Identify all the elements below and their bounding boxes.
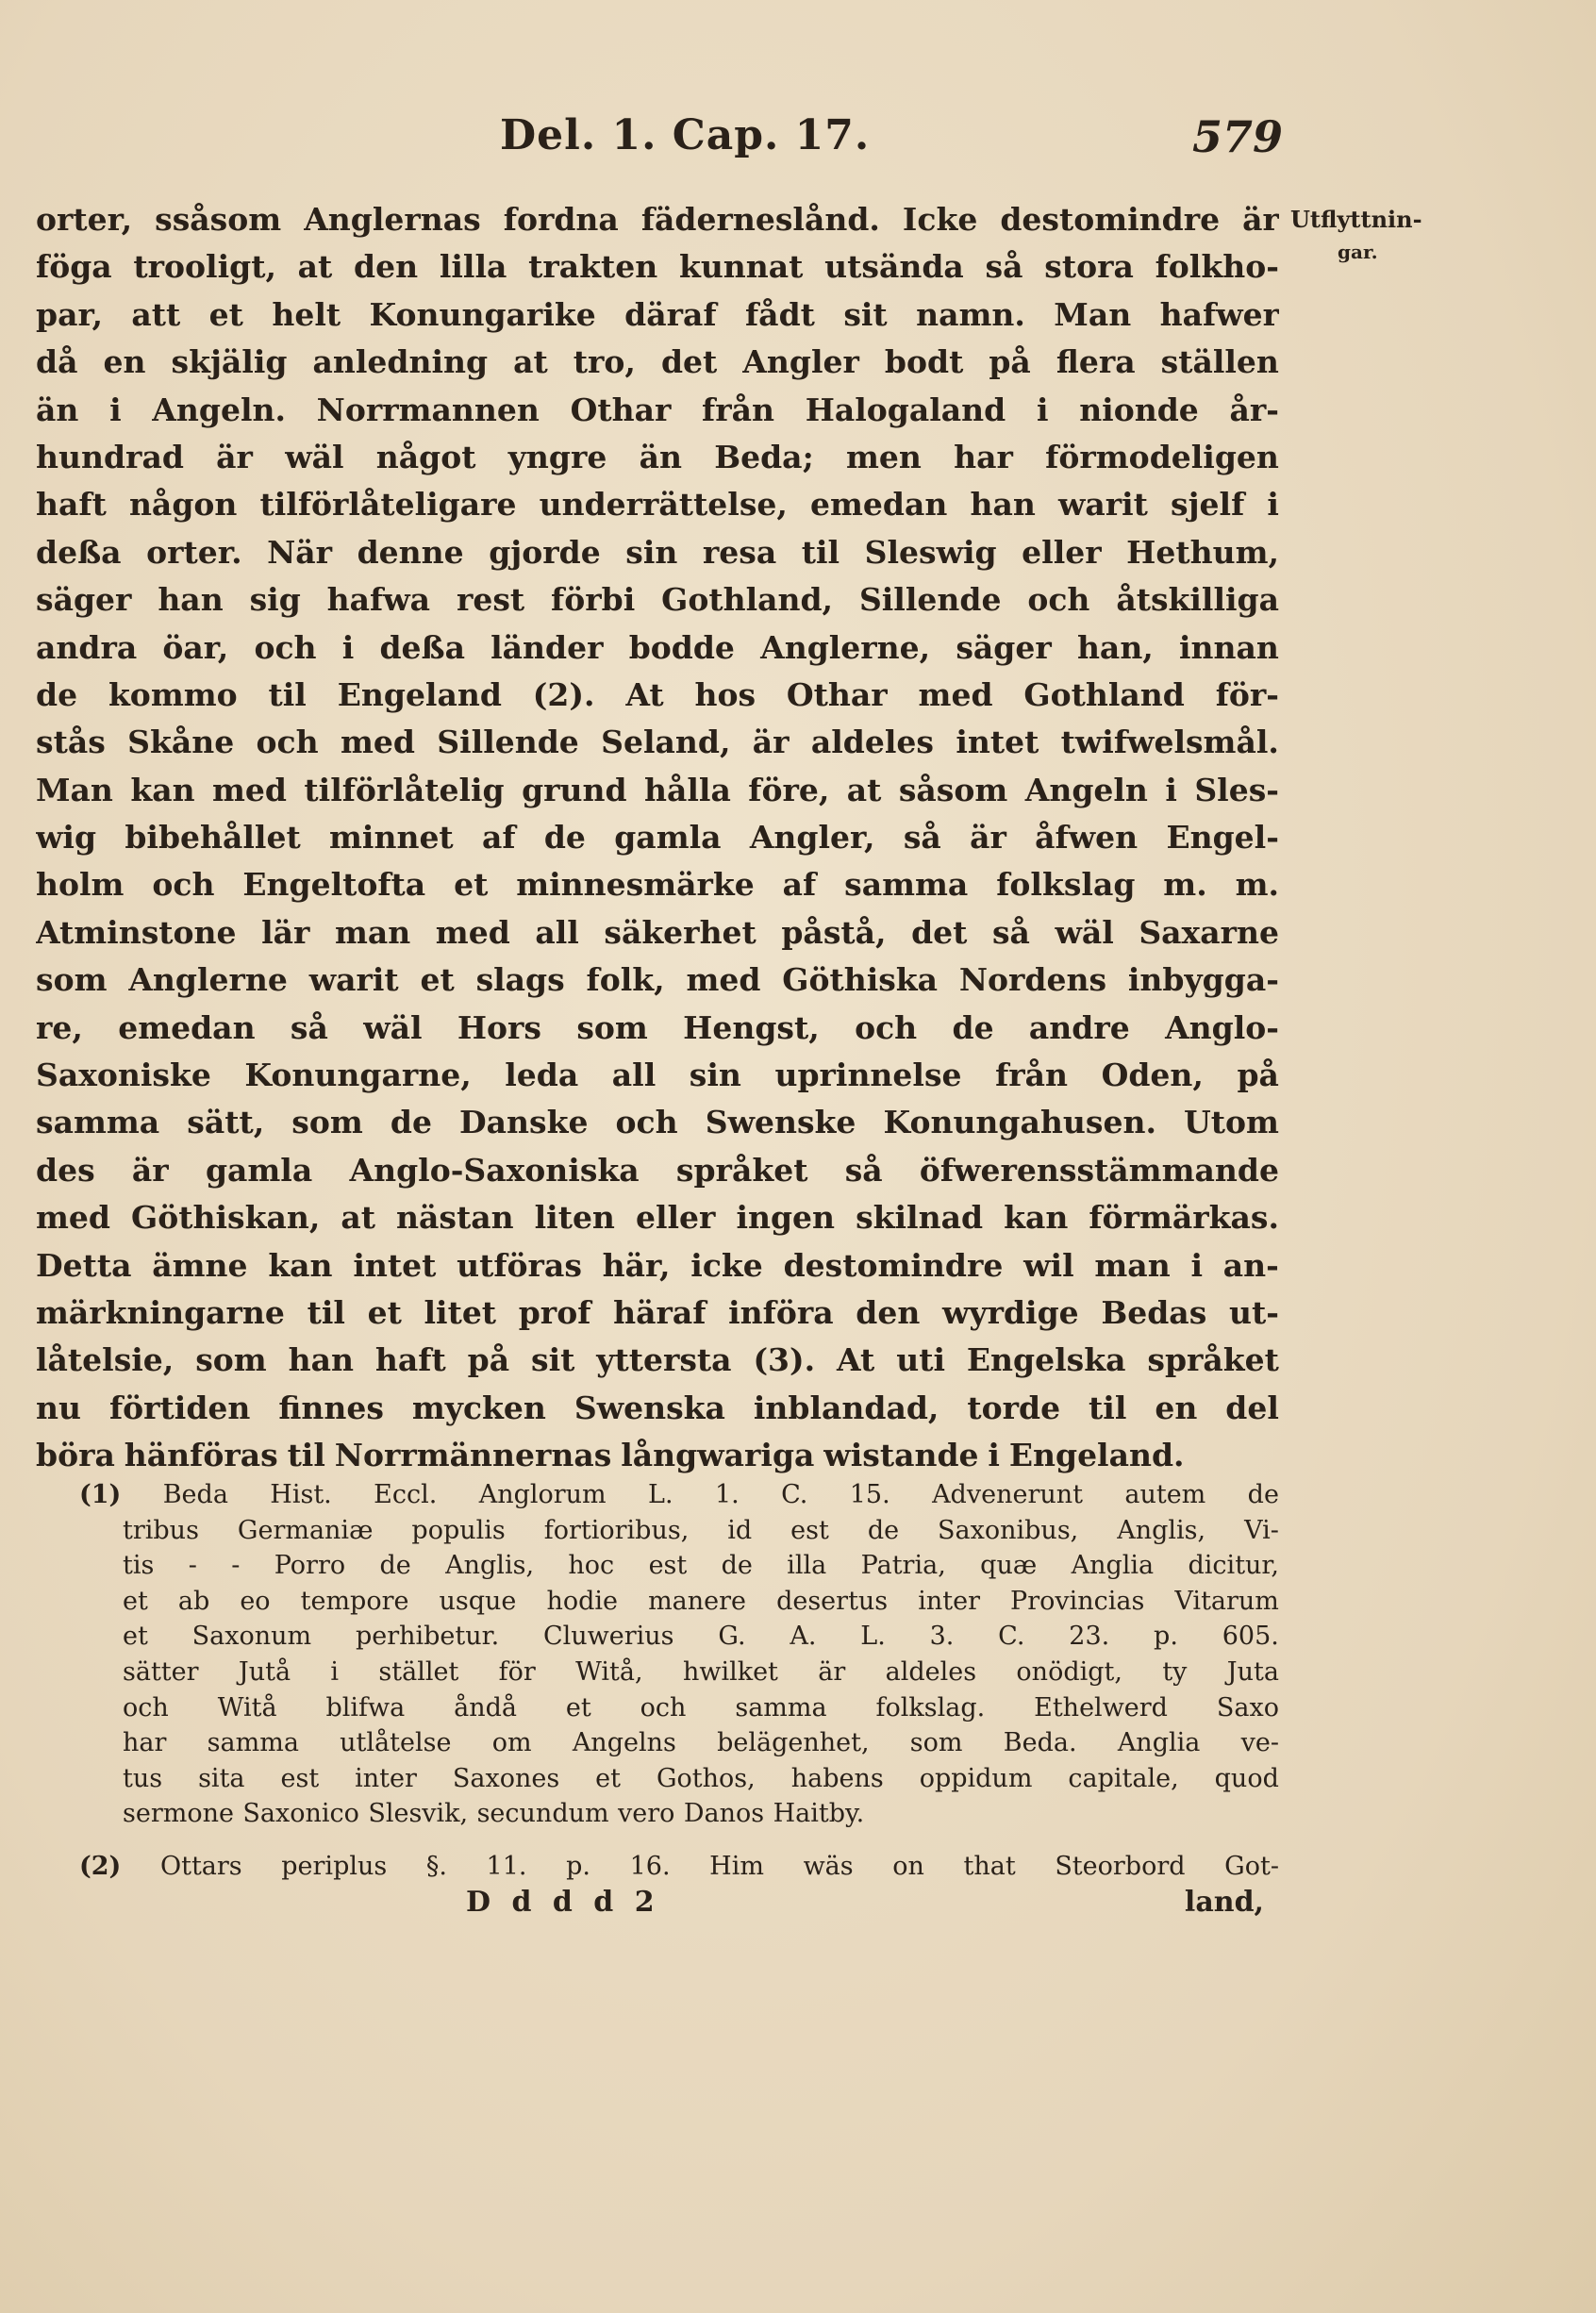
margin-note [1290,204,1441,268]
page-header [38,111,1283,168]
page-footer [79,1885,1279,1924]
text-line: nu förtiden finnes mycken Swenska inblandad, torde til en del [36,1389,1279,1426]
footnote-line: tribus Germaniæ populis fortioribus, id est de Saxonibus, Anglis, Vi- [123,1515,1279,1545]
text-line: samma sätt, som de Danske och Swenske Konungahusen. Utom [36,1104,1279,1141]
text-line: Detta ämne kan intet utföras här, icke destomindre wil man i an- [36,1246,1279,1284]
catchword: land, [1184,1885,1264,1919]
text-line: wig bibehållet minnet af de gamla Angler, så är åfwen Engel- [36,819,1279,857]
main-text [36,196,1279,1480]
text-line: böra hänföras til Norrmännernas långwariga wistande i Engeland. [36,1437,1185,1474]
text-line: än i Angeln. Norrmannen Othar från Halogaland i nionde år- [36,391,1279,428]
text-line: orter, ssåsom Anglernas fordna fäderneslånd. Icke destomindre är [36,201,1279,238]
margin-note-line: Utflyttnin- [1290,206,1422,233]
text-line: låtelsie, som han haft på sit yttersta (3). At uti Engelska språket [36,1341,1279,1379]
text-line: de kommo til Engeland (2). At hos Othar med Gothland för- [36,675,1279,713]
footnotes [79,1477,1279,1924]
text-line: andra öar, och i deßa länder bodde Anglerne, säger han, innan [36,628,1279,666]
text-line: re, emedan så wäl Hors som Hengst, och de andre Anglo- [36,1008,1279,1046]
text-line: föga trooligt, at den lilla trakten kunnat utsända så stora folkho- [36,248,1279,286]
text-line: par, att et helt Konungarike däraf fådt sit namn. Man hafwer [36,295,1279,333]
text-line: stås Skåne och med Sillende Seland, är aldeles intet twifwelsmål. [36,724,1279,761]
signature-mark: D d d d 2 [466,1885,660,1919]
running-head: Del. 1. Cap. 17. [500,111,871,159]
text-line: säger han sig hafwa rest förbi Gothland, Sillende och åtskilliga [36,581,1279,619]
text-line: des är gamla Anglo-Saxoniska språket så öfwerensstämmande [36,1151,1279,1189]
footnote-line: tus sita est inter Saxones et Gothos, habens oppidum capitale, quod [123,1763,1279,1793]
footnote-line: et Saxonum perhibetur. Cluwerius G. A. L. 3. C. 23. p. 605. [123,1622,1279,1652]
footnote-line: tis - - Porro de Anglis, hoc est de illa Patria, quæ Anglia dicitur, [123,1551,1279,1581]
text-line: Atminstone lär man med all säkerhet påstå, det så wäl Saxarne [36,913,1279,951]
text-line: holm och Engeltofta et minnesmärke af samma folkslag m. m. [36,866,1279,904]
footnote-line: (2) Ottars periplus §. 11. p. 16. Him wäs on that Steorbord Got- [79,1851,1279,1881]
text-line: deßa orter. När denne gjorde sin resa til Sleswig eller Hethum, [36,533,1279,571]
text-line: haft någon tilförlåteligare underrättelse, emedan han warit sjelf i [36,486,1279,524]
footnote-line: sermone Saxonico Slesvik, secundum vero Danos Haitby. [123,1799,865,1829]
text-line: med Göthiskan, at nästan liten eller ingen skilnad kan förmärkas. [36,1199,1279,1237]
text-line: då en skjälig anledning at tro, det Angler bodt på flera ställen [36,343,1279,381]
text-line: Saxoniske Konungarne, leda all sin uprinnelse från Oden, på [36,1057,1279,1094]
footnote-line: har samma utlåtelse om Angelns belägenhet, som Beda. Anglia ve- [123,1728,1279,1758]
footnote-line: et ab eo tempore usque hodie manere desertus inter Provincias Vitarum [123,1586,1279,1616]
text-line: hundrad är wäl något yngre än Beda; men har förmodeligen [36,438,1279,475]
page-number: 579 [1191,111,1283,162]
footnote-line: och Witå blifwa åndå et och samma folkslag. Ethelwerd Saxo [123,1692,1279,1722]
footnote-line: (1) Beda Hist. Eccl. Anglorum L. 1. C. 15. Advenerunt autem de [79,1480,1279,1509]
text-line: som Anglerne warit et slags folk, med Göthiska Nordens inbygga- [36,961,1279,999]
footnote-line: sätter Jutå i stället för Witå, hwilket är aldeles onödigt, ty Juta [123,1656,1279,1687]
margin-note-line: gar. [1338,241,1378,263]
text-line: märkningarne til et litet prof häraf införa den wyrdige Bedas ut- [36,1293,1279,1331]
text-line: Man kan med tilförlåtelig grund hålla före, at såsom Angeln i Sles- [36,771,1279,808]
